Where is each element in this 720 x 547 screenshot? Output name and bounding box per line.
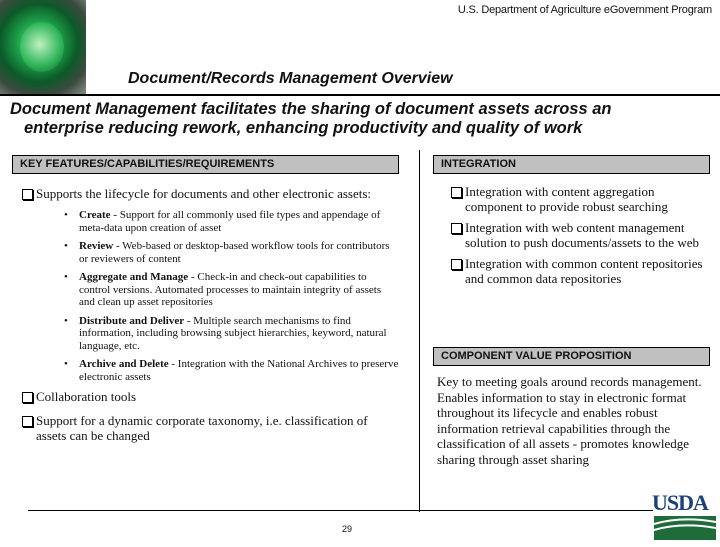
column-divider [419, 150, 420, 512]
lifecycle-desc: - Integration with the National Archives to preserve electronic assets [79, 358, 399, 383]
lifecycle-desc: - Multiple search mechanisms to find information, including browsing subject hierarchies, keyword, natural language, etc. [79, 314, 387, 352]
lifecycle-desc: - Check-in and check-out capabilities to control versions. Automated processes to maintain integrity of assets and clean up asset repositories [79, 271, 382, 308]
lifecycle-term: Aggregate and Manage [79, 271, 189, 283]
lifecycle-list [12, 209, 399, 383]
integration-item: Integration with web content management solution to push documents/assets to the web [451, 220, 710, 250]
subtitle-line1: Document Management facilitates the sharing of document assets across an [10, 100, 612, 118]
page-number: 29 [342, 524, 353, 534]
lifecycle-term: Archive and Delete [79, 358, 169, 370]
lifecycle-term: Distribute and Deliver [79, 314, 185, 327]
lifecycle-item [64, 209, 399, 234]
lifecycle-item [64, 240, 399, 265]
integration-heading: INTEGRATION [433, 155, 710, 174]
feature-item: Supports the lifecycle for documents and other electronic assets: [22, 186, 399, 201]
integration-section [433, 155, 710, 292]
lifecycle-term: Review [79, 240, 114, 252]
subtitle-line2: enterprise reducing rework, enhancing productivity and quality of work [24, 119, 583, 137]
value-text: Key to meeting goals around records management. Enables information to stay in electronic format throughout its lifecycle and enables robust information retrieval capabilities through the classification of all assets - promotes knowledge sharing through asset sharing [437, 374, 702, 467]
value-heading: COMPONENT VALUE PROPOSITION [433, 347, 710, 366]
feature-item: Collaboration tools [22, 389, 399, 404]
integration-item: Integration with common content repositories and common data repositories [451, 256, 710, 286]
lifecycle-term: Create [79, 209, 111, 221]
slide-title: Document/Records Management Overview [128, 70, 453, 87]
integration-item: Integration with content aggregation component to provide robust searching [451, 184, 710, 214]
globe-icon [20, 22, 64, 72]
key-features-section [12, 155, 399, 449]
header-divider [0, 94, 720, 96]
subtitle [10, 100, 715, 138]
program-name: U.S. Department of Agriculture eGovernment Program [457, 4, 712, 16]
lifecycle-item [64, 315, 399, 353]
value-section [433, 347, 710, 467]
lifecycle-item [64, 271, 399, 309]
lifecycle-desc: - Web-based or desktop-based workflow tools for contributors or reviewers of content [79, 240, 390, 265]
feature-item: Support for a dynamic corporate taxonomy, i.e. classification of assets can be changed [22, 413, 399, 443]
footer-divider [28, 510, 653, 511]
lifecycle-desc: - Support for all commonly used file types and appendage of meta-data upon creation of asset [79, 209, 381, 234]
lifecycle-item [64, 358, 399, 383]
key-features-heading: KEY FEATURES/CAPABILITIES/REQUIREMENTS [12, 155, 399, 174]
usda-logo: USDA [652, 490, 718, 540]
